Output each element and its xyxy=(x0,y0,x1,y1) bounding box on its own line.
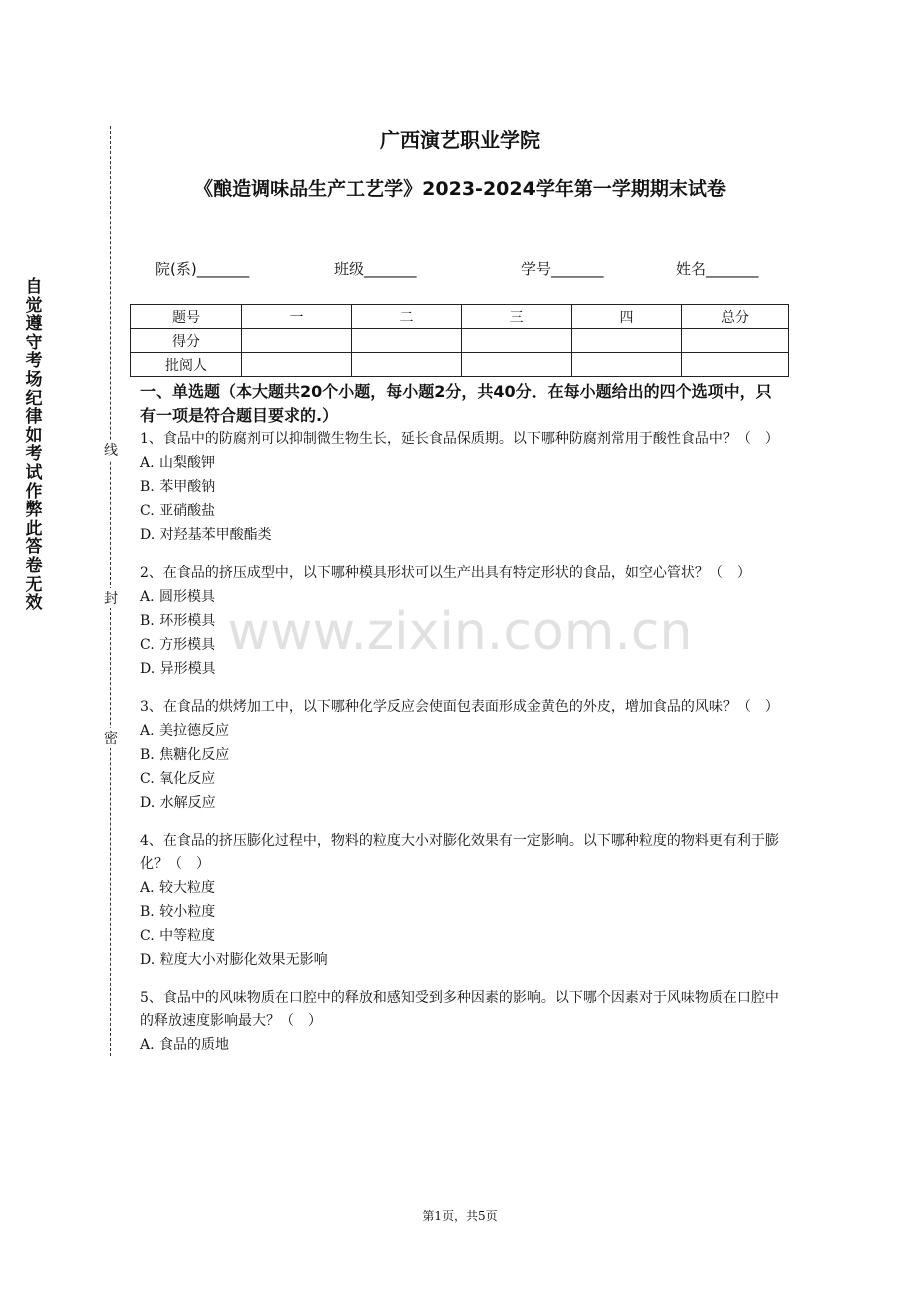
grader-cell xyxy=(572,353,682,377)
score-row-label: 得分 xyxy=(131,329,242,353)
header-cell: 题号 xyxy=(131,305,242,329)
question-stem: 1、食品中的防腐剂可以抑制微生物生长，延长食品保质期。以下哪种防腐剂常用于酸性食品中？（ ） xyxy=(140,431,779,447)
score-cell xyxy=(572,329,682,353)
binding-mark-xian: 线 xyxy=(104,440,118,460)
section-heading: 一、单选题（本大题共20个小题，每小题2分，共40分．在每小题给出的四个选项中，只有一项是符合题目要求的.） xyxy=(140,382,772,425)
question-stem: 4、在食品的挤压膨化过程中，物料的粒度大小对膨化效果有一定影响。以下哪种粒度的物料更有利于膨化？（ ） xyxy=(140,833,779,872)
answer-option: D. 水解反应 xyxy=(140,795,216,811)
question xyxy=(140,987,785,1057)
header-cell: 四 xyxy=(572,305,682,329)
question-stem: 2、在食品的挤压成型中，以下哪种模具形状可以生产出具有特定形状的食品，如空心管状？（ ） xyxy=(140,565,751,581)
answer-option: B. 较小粒度 xyxy=(140,904,216,920)
question xyxy=(140,830,785,972)
question-stem: 5、食品中的风味物质在口腔中的释放和感知受到多种因素的影响。以下哪个因素对于风味物质在口腔中的释放速度影响最大？（ ） xyxy=(140,990,779,1029)
question xyxy=(140,428,785,547)
answer-option: C. 亚硝酸盐 xyxy=(140,503,216,519)
header-cell: 二 xyxy=(352,305,462,329)
question-list xyxy=(140,428,785,1072)
score-cell xyxy=(242,329,352,353)
exam-discipline-notice: 自觉遵守考场纪律如考试作弊此答卷无效 xyxy=(25,277,43,614)
header-cell: 一 xyxy=(242,305,352,329)
exam-title: 《酿造调味品生产工艺学》2023-2024学年第一学期期末试卷 xyxy=(194,178,726,200)
student-id-field: 学号_______ xyxy=(521,260,604,278)
watermark: www.zixin.com.cn xyxy=(227,602,693,662)
score-cell xyxy=(462,329,572,353)
question-stem: 3、在食品的烘烤加工中，以下哪种化学反应会使面包表面形成金黄色的外皮，增加食品的风味？（ ） xyxy=(140,699,779,715)
score-table-header-row xyxy=(131,305,789,329)
score-cell xyxy=(682,329,789,353)
answer-option: A. 美拉德反应 xyxy=(140,723,230,739)
score-cell xyxy=(352,329,462,353)
name-field: 姓名_______ xyxy=(676,260,759,278)
score-row xyxy=(131,329,789,353)
header-cell: 三 xyxy=(462,305,572,329)
page-footer: 第1页，共5页 xyxy=(422,1209,498,1223)
grader-cell xyxy=(352,353,462,377)
answer-option: B. 环形模具 xyxy=(140,613,216,629)
answer-option: A. 山梨酸钾 xyxy=(140,455,216,471)
class-field: 班级_______ xyxy=(334,260,417,278)
school-name: 广西演艺职业学院 xyxy=(380,128,540,152)
answer-option: D. 异形模具 xyxy=(140,661,216,677)
grader-cell xyxy=(682,353,789,377)
binding-mark-feng: 封 xyxy=(104,588,118,608)
answer-option: A. 圆形模具 xyxy=(140,589,216,605)
question xyxy=(140,696,785,815)
answer-option: C. 方形模具 xyxy=(140,637,216,653)
grader-row xyxy=(131,353,789,377)
answer-option: A. 较大粒度 xyxy=(140,880,216,896)
answer-option: D. 对羟基苯甲酸酯类 xyxy=(140,527,272,543)
answer-option: C. 氧化反应 xyxy=(140,771,216,787)
answer-option: B. 焦糖化反应 xyxy=(140,747,230,763)
grader-row-label: 批阅人 xyxy=(131,353,242,377)
binding-mark-mi: 密 xyxy=(104,728,118,748)
answer-option: A. 食品的质地 xyxy=(140,1037,230,1053)
header-cell: 总分 xyxy=(682,305,789,329)
answer-option: D. 粒度大小对膨化效果无影响 xyxy=(140,952,328,968)
grader-cell xyxy=(242,353,352,377)
score-table xyxy=(130,304,789,377)
dept-field: 院(系)_______ xyxy=(155,260,250,278)
answer-option: B. 苯甲酸钠 xyxy=(140,479,216,495)
grader-cell xyxy=(462,353,572,377)
answer-option: C. 中等粒度 xyxy=(140,928,216,944)
